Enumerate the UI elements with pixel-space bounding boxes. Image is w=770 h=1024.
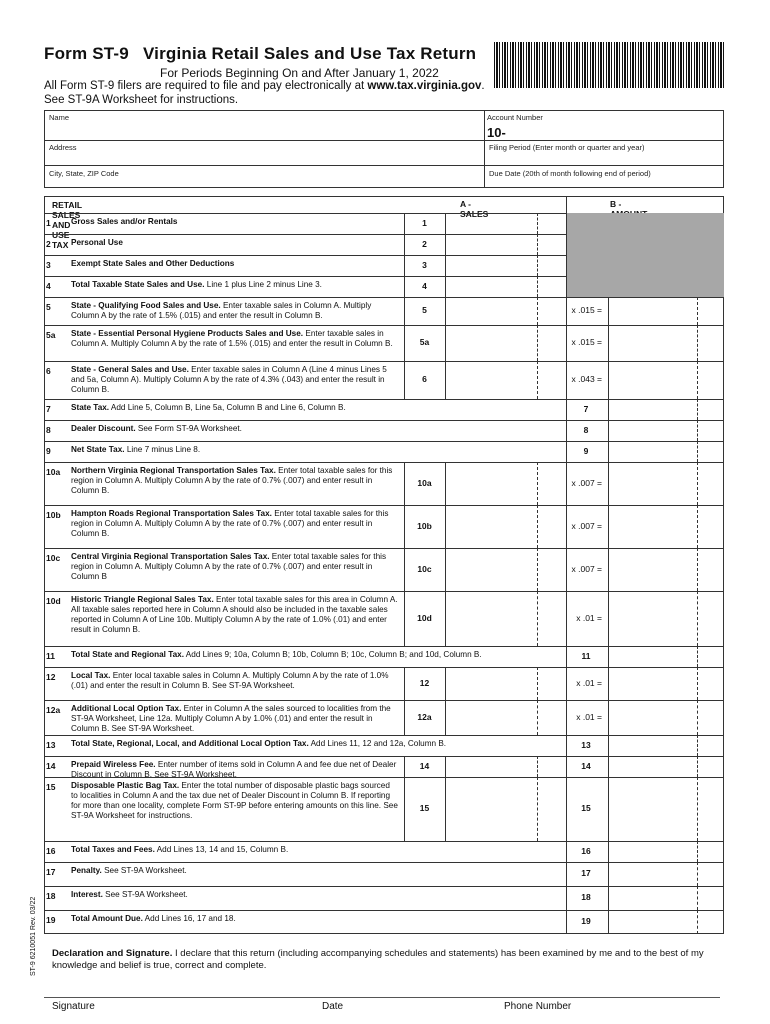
column-a-line-label: 4 [422,280,427,291]
column-b-line-label: 11 [581,650,591,661]
column-b-input[interactable] [609,463,723,504]
name-field[interactable] [46,122,482,139]
column-b-header: B - [610,199,622,209]
line-description: Disposable Plastic Bag Tax. Enter the total number of disposable plastic bags sourced to localities in Column A and the tax due net of Dealer Discount in Column B. If reporting for more than one locality, complete Form ST-9P before entering amounts on this line. See ST-9A Worksheet for instructions. [71,781,398,820]
column-a-input[interactable] [446,668,565,699]
column-b-input[interactable] [609,701,723,734]
line-number: 13 [46,740,56,750]
line-description: Northern Virginia Regional Transportation Sales Tax. Enter total taxable sales for this region in Column A. Multiply Column A by the rate of 0.7% (.007) and enter result in Column B. [71,466,393,495]
line-number: 8 [46,425,51,435]
date-field[interactable] [320,976,470,996]
column-a-input[interactable] [446,757,565,776]
line-number: 16 [46,846,56,856]
line-number: 6 [46,366,51,376]
rate-multiplier: x .007 = [571,563,602,574]
line-description: Total State, Regional, Local, and Additional Local Option Tax. Add Lines 11, 12 and 12a, Column B. [71,739,447,748]
line-description: Total State and Regional Tax. Add Lines 9; 10a, Column B; 10b, Column B; 10c, Column B; and 10d, Column B. [71,650,482,659]
line-description: Dealer Discount. See Form ST-9A Worksheet. [71,424,242,433]
column-a-input[interactable] [446,235,565,254]
phone-number-field[interactable] [500,976,720,996]
line-number: 5 [46,302,51,312]
column-b-input[interactable] [609,421,723,440]
phone-number-label: Phone Number [504,1001,572,1012]
line-description: Gross Sales and/or Rentals [71,217,178,226]
column-b-line-label: 14 [581,760,591,771]
column-a-input[interactable] [446,463,565,504]
column-b-input[interactable] [609,506,723,547]
line-number: 14 [46,761,56,771]
column-a-input[interactable] [446,277,565,296]
form-name: Virginia Retail Sales and Use Tax Return [142,44,477,63]
line-number: 12a [46,705,61,715]
column-a-line-label: 14 [419,760,430,771]
column-b-input[interactable] [609,549,723,590]
line-number: 9 [46,446,51,456]
column-b-input[interactable] [609,736,723,755]
line-number: 19 [46,915,56,925]
line-number: 10a [46,467,61,477]
column-a-input[interactable] [446,778,565,840]
column-b-input[interactable] [609,362,723,398]
line-description: State - General Sales and Use. Enter taxable sales in Column A (Line 4 minus Lines 5 and 5a, Column A). Multiply Column A by the rate of 4.3% (.043) and enter the result in Column B. [71,365,387,394]
column-a-line-label: 10b [417,520,432,531]
line-number: 18 [46,891,56,901]
column-a-line-label: 10a [417,477,432,488]
column-b-input[interactable] [609,842,723,861]
barcode [494,42,726,88]
rate-multiplier: x .01 = [576,711,602,722]
city-state-zip-field[interactable] [46,176,482,187]
column-b-line-label: 18 [581,892,591,902]
rate-multiplier: x .007 = [571,477,602,488]
line-description: Penalty. See ST-9A Worksheet. [71,866,187,875]
line-description: Exempt State Sales and Other Deductions [71,259,235,268]
column-b-line-label: 8 [583,424,589,435]
line-number: 7 [46,404,51,414]
column-b-input[interactable] [609,298,723,324]
column-a-line-label: 5 [422,305,427,315]
city-state-zip-label: City, State, ZIP Code [49,169,119,178]
column-a-input[interactable] [446,592,565,645]
column-b-input[interactable] [609,326,723,360]
account-number-label: Account Number [487,113,543,122]
column-a-input[interactable] [446,701,565,734]
efile-url[interactable]: www.tax.virginia.gov [367,80,482,92]
line-number: 5a [46,330,56,340]
line-description: State Tax. Add Line 5, Column B, Line 5a, Column B and Line 6, Column B. [71,403,346,412]
column-b-line-label: 17 [581,868,591,878]
due-date-label: Due Date (20th of month following end of period) [489,169,651,178]
column-a-header: A - SALES [460,199,489,219]
line-number: 4 [46,281,51,291]
section-title: RETAIL SALES AND USE TAX [52,200,82,250]
column-a-line-label: 10d [417,612,432,623]
column-a-line-label: 6 [422,374,427,384]
worksheet-note: See ST-9A Worksheet for instructions. [44,94,239,106]
column-b-input[interactable] [609,668,723,699]
signature-field[interactable] [44,976,294,996]
line-description: Additional Local Option Tax. Enter in Column A the sales sourced to localities from the ST-9A Worksheet, Line 12a. Multiply Column A by 1.0% (.01) and enter the result in Column B. See ST-9A Worksheet. [71,704,391,733]
rate-multiplier: x .007 = [571,520,602,531]
line-number: 3 [46,260,51,270]
address-label: Address [49,143,77,152]
column-a-line-label: 1 [422,217,427,228]
column-a-line-label: 5a [419,337,430,347]
line-description: Central Virginia Regional Transportation Sales Tax. Enter total taxable sales for this region in Column A. Multiply Column A by the rate of 0.7% (.007) and enter result in Column B [71,552,387,581]
rate-multiplier: x .015 = [571,305,602,315]
form-revision-code: ST-9 6210051 Rev. 03/22 [30,896,37,976]
due-date-field[interactable] [486,176,722,187]
line-number: 1 [46,218,51,228]
line-number: 15 [46,782,56,792]
filing-period-label: Filing Period (Enter month or quarter and year) [489,143,645,152]
column-b-input[interactable] [609,778,723,840]
column-a-line-label: 12a [417,711,432,722]
line-description: Historic Triangle Regional Sales Tax. Enter total taxable sales for this area in Column A. All taxable sales reported here in Column A should also be included in the taxable sales reported in Column A of Line 10b. Multiply Column A by the rate of 1.0% (.01) and enter result in Column B. [71,595,398,634]
rate-multiplier: x .043 = [571,374,602,384]
line-description: Net State Tax. Line 7 minus Line 8. [71,445,201,454]
column-a-input[interactable] [446,256,565,275]
date-label: Date [322,1001,344,1012]
line-number: 17 [46,867,56,877]
column-b-line-label: 15 [581,803,591,813]
column-b-line-label: 13 [581,739,591,750]
column-a-input[interactable] [446,298,565,324]
column-a-line-label: 2 [422,238,427,249]
line-number: 10d [46,596,61,606]
declaration: Declaration and Signature. I declare that this return (including accompanying schedules and statements) has been examined by me and to the best of my knowledge and belief is true, correct and complete. [52,948,704,971]
column-a-input[interactable] [446,549,565,590]
rate-multiplier: x .01 = [576,612,602,623]
line-description: Total Amount Due. Add Lines 16, 17 and 18. [71,914,236,923]
line-number: 12 [46,672,56,682]
address-field[interactable] [46,150,482,164]
rate-multiplier: x .01 = [576,677,602,688]
column-a-line-label: 10c [417,563,432,574]
filing-period-field[interactable] [486,150,722,164]
column-a-input[interactable] [446,362,565,398]
column-b-input[interactable] [609,863,723,885]
form-id: Form ST-9 [44,44,129,63]
signature-label: Signature [52,1001,95,1012]
column-b-input[interactable] [609,400,723,419]
name-label: Name [49,113,70,122]
line-number: 11 [46,651,55,661]
line-description: Interest. See ST-9A Worksheet. [71,890,188,899]
column-b-input[interactable] [609,647,723,666]
line-description: Total Taxes and Fees. Add Lines 13, 14 and 15, Column B. [71,845,289,854]
line-number: 10b [46,510,61,520]
line-description: Total Taxable State Sales and Use. Line 1 plus Line 2 minus Line 3. [71,280,322,289]
shaded-not-applicable-area [566,213,724,297]
column-b-input[interactable] [609,757,723,776]
efile-notice: All Form ST-9 filers are required to file and pay electronically at www.tax.virginia.gov. [44,80,485,92]
rate-multiplier: x .015 = [571,337,602,347]
column-b-input[interactable] [609,887,723,909]
form-title [44,44,476,64]
account-number-field[interactable]: 10- [487,125,506,140]
column-b-input[interactable] [609,911,723,933]
column-a-line-label: 3 [422,259,427,270]
column-b-input[interactable] [609,592,723,645]
line-description: Personal Use [71,238,123,247]
column-a-input[interactable] [446,326,565,360]
column-a-line-label: 15 [419,803,430,813]
column-b-line-label: 9 [583,445,589,456]
line-description: State - Essential Personal Hygiene Products Sales and Use. Enter taxable sales in Column A. Multiply Column A by the rate of 1.5% (.015) and enter the result in Column B. [71,329,393,348]
line-number: 2 [46,239,51,249]
column-a-input[interactable] [446,214,565,233]
line-description: Prepaid Wireless Fee. Enter number of items sold in Column A and fee due net of Dealer Discount in Column B. See ST-9A Worksheet. [71,760,397,779]
periods-text: For Periods Beginning On and After January 1, 2022 [160,66,439,80]
line-description: State - Qualifying Food Sales and Use. Enter taxable sales in Column A. Multiply Column A by the rate of 1.5% (.015) and enter the result in Column B. [71,301,372,320]
column-b-line-label: 19 [581,916,591,926]
line-description: Hampton Roads Regional Transportation Sales Tax. Enter total taxable sales for this region in Column A. Multiply Column A by the rate of 0.7% (.007) and enter result in Column B. [71,509,389,538]
column-a-line-label: 12 [419,677,430,688]
line-description: Local Tax. Enter local taxable sales in Column A. Multiply Column A by the rate of 1.0% (.01) and enter the result in Column B. See ST-9A Worksheet. [71,671,389,690]
column-b-input[interactable] [609,442,723,461]
line-number: 10c [46,553,61,563]
column-b-line-label: 7 [583,403,589,414]
column-a-input[interactable] [446,506,565,547]
column-b-line-label: 16 [581,845,591,856]
